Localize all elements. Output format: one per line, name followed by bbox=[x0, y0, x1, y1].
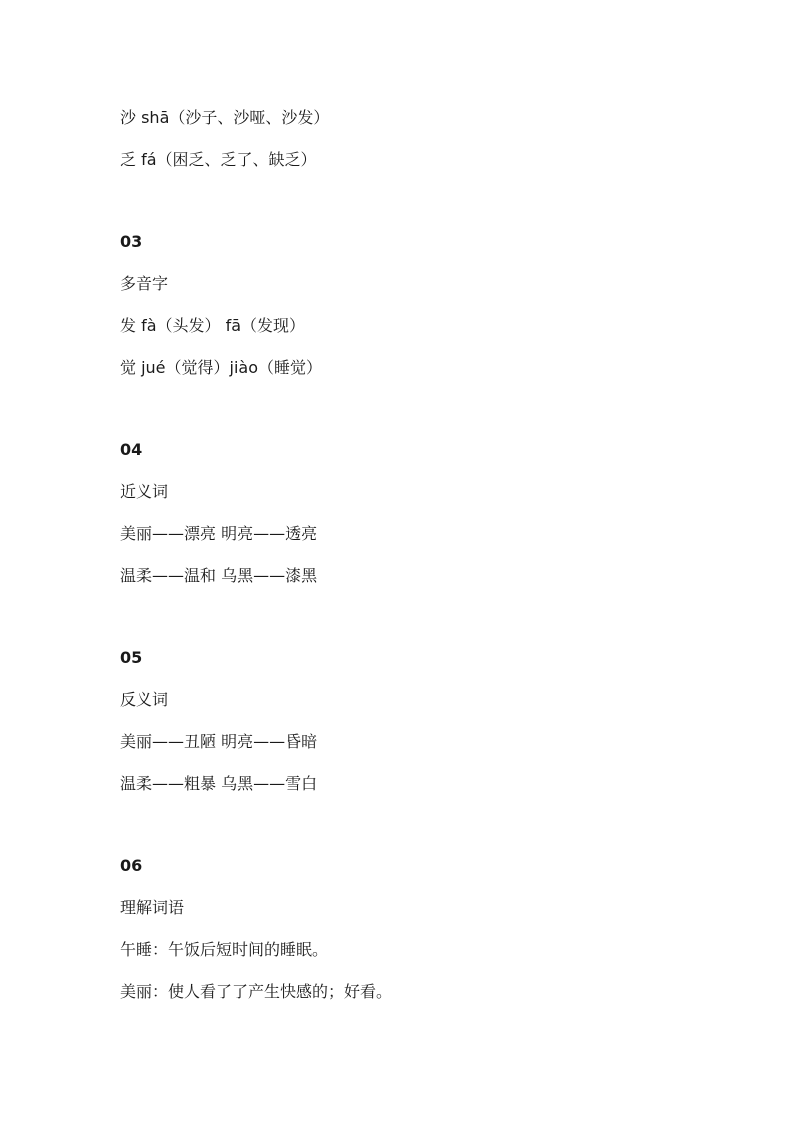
definition-wushui: 午睡：午饭后短时间的睡眠。 bbox=[120, 940, 329, 959]
antonyms-line-2: 温柔——粗暴 乌黑——雪白 bbox=[120, 774, 318, 793]
section-title-antonyms: 反义词 bbox=[120, 690, 169, 709]
synonyms-line-2: 温柔——温和 乌黑——漆黑 bbox=[120, 566, 318, 585]
section-number-04: 04 bbox=[120, 440, 143, 459]
section-number-03: 03 bbox=[120, 232, 143, 251]
section-number-06: 06 bbox=[120, 856, 143, 875]
pronunciation-sha: 沙 shā（沙子、沙哑、沙发） bbox=[120, 108, 330, 127]
antonyms-line-1: 美丽——丑陋 明亮——昏暗 bbox=[120, 732, 318, 751]
polyphonic-jue: 觉 jué（觉得）jiào（睡觉） bbox=[120, 358, 323, 377]
section-title-synonyms: 近义词 bbox=[120, 482, 169, 501]
section-title-polyphonic: 多音字 bbox=[120, 274, 169, 293]
synonyms-line-1: 美丽——漂亮 明亮——透亮 bbox=[120, 524, 318, 543]
pronunciation-fa: 乏 fá（困乏、乏了、缺乏） bbox=[120, 150, 317, 169]
section-title-word-meaning: 理解词语 bbox=[120, 898, 185, 917]
definition-meili: 美丽：使人看了了产生快感的；好看。 bbox=[120, 982, 393, 1001]
polyphonic-fa: 发 fà（头发） fā（发现） bbox=[120, 316, 306, 335]
section-number-05: 05 bbox=[120, 648, 143, 667]
